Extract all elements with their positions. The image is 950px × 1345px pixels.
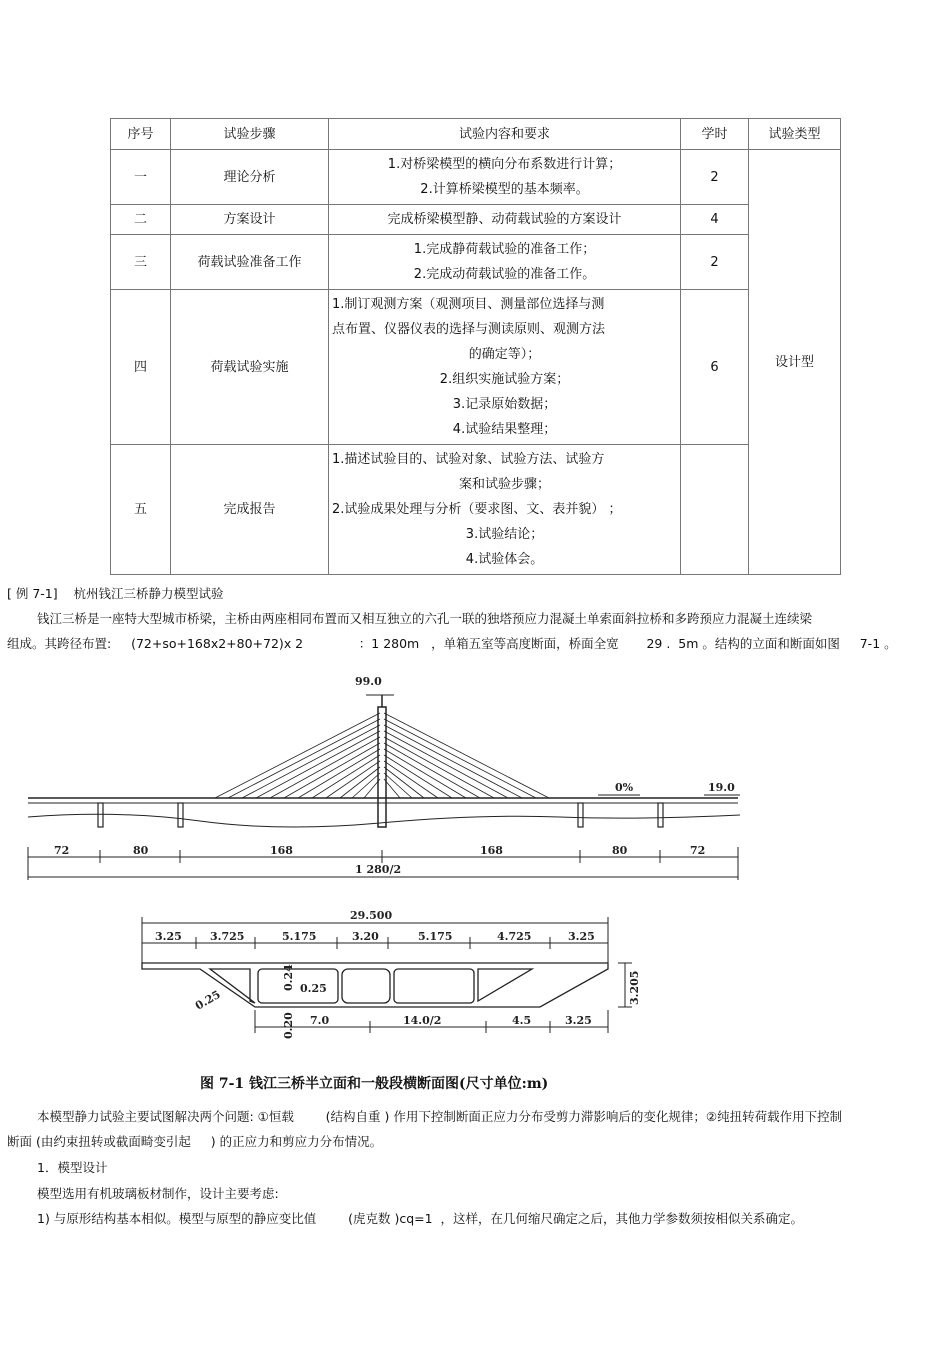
row-step: 理论分析 xyxy=(171,150,329,205)
deck-level-label: 19.0 xyxy=(708,781,735,794)
content-line: 2.完成动荷载试验的准备工作。 xyxy=(413,267,596,282)
content-line: 的确定等）； xyxy=(468,347,541,362)
span-label: 168 xyxy=(270,844,293,857)
row-hours: 2 xyxy=(681,235,749,290)
table-header-row xyxy=(111,119,841,150)
content-line: 3.记录原始数据； xyxy=(452,397,557,412)
section-dim: 3.725 xyxy=(210,930,245,943)
section-heading: 1．模型设计 xyxy=(37,1160,108,1175)
row-step: 方案设计 xyxy=(171,205,329,235)
row-hours: 4 xyxy=(681,205,749,235)
row-no: 一 xyxy=(111,150,171,205)
experiment-table xyxy=(110,118,841,575)
row-no: 五 xyxy=(111,445,171,575)
row-content xyxy=(329,205,681,235)
section-web-dim: 0.20 xyxy=(282,1012,295,1039)
table-row xyxy=(111,445,841,575)
row-no: 四 xyxy=(111,290,171,445)
content-line: 2.试验成果处理与分析（要求图、文、表并貌） ； xyxy=(332,502,622,517)
bridge-figure xyxy=(0,665,950,1075)
span-label: 80 xyxy=(612,844,628,857)
example-paragraph-line: 组成。其跨径布置: (72+so+168x2+80+72)x 2 ：1 280m ，单箱五室等高度断面，桥面全宽 29 . 5m 。结构的立面和断面如图 7-1 。 xyxy=(7,636,897,651)
content-line: 1.完成静荷载试验的准备工作； xyxy=(413,242,596,257)
content-line: 3.试验结论； xyxy=(465,527,544,542)
tower-top-level: 99.0 xyxy=(355,675,382,688)
section-total-width: 29.500 xyxy=(350,909,393,922)
header-no: 序号 xyxy=(111,119,171,150)
row-step: 荷载试验准备工作 xyxy=(171,235,329,290)
table-row xyxy=(111,150,841,205)
section-dim: 3.25 xyxy=(568,930,595,943)
span-label: 168 xyxy=(480,844,503,857)
section-dim: 5.175 xyxy=(418,930,453,943)
row-no: 二 xyxy=(111,205,171,235)
content-line: 1.描述试验目的、试验对象、试验方法、试验方 xyxy=(332,452,605,467)
section-dim: 3.20 xyxy=(352,930,379,943)
example-title: [ 例 7-1] 杭州钱江三桥静力模型试验 xyxy=(7,586,224,601)
header-content: 试验内容和要求 xyxy=(329,119,681,150)
section-height: 3.205 xyxy=(628,970,641,1005)
row-content xyxy=(329,290,681,445)
section-dim: 5.175 xyxy=(282,930,317,943)
body-paragraph: 模型选用有机玻璃板材制作，设计主要考虑: xyxy=(37,1186,279,1201)
table-row xyxy=(111,290,841,445)
span-label: 72 xyxy=(690,844,706,857)
row-step: 荷载试验实施 xyxy=(171,290,329,445)
section-dim: 14.0/2 xyxy=(403,1014,442,1027)
row-content xyxy=(329,445,681,575)
section-web-dim: 0.24 xyxy=(282,964,295,991)
header-hours: 学时 xyxy=(681,119,749,150)
body-paragraph: 1) 与原形结构基本相似。模型与原型的静应变比值 (虎克数 )cq=1 ，这样，在几何缩尺确定之后，其他力学参数须按相似关系确定。 xyxy=(37,1211,803,1226)
section-web-dim: 0.25 xyxy=(193,987,223,1013)
row-no: 三 xyxy=(111,235,171,290)
section-dim: 3.25 xyxy=(155,930,182,943)
header-step: 试验步骤 xyxy=(171,119,329,150)
table-row xyxy=(111,235,841,290)
section-dim: 4.5 xyxy=(512,1014,532,1027)
content-line: 案和试验步骤； xyxy=(458,477,550,492)
section-dim: 3.25 xyxy=(565,1014,592,1027)
total-length-label: 1 280/2 xyxy=(355,863,402,876)
header-type: 试验类型 xyxy=(749,119,841,150)
content-line: 4.试验结果整理； xyxy=(452,422,557,437)
table-row xyxy=(111,205,841,235)
content-line: 2.计算桥梁模型的基本频率。 xyxy=(420,182,589,197)
section-web-dim: 0.25 xyxy=(300,982,327,995)
content-line: 完成桥梁模型静、动荷载试验的方案设计 xyxy=(387,212,622,227)
row-content xyxy=(329,235,681,290)
row-hours: 2 xyxy=(681,150,749,205)
experiment-type: 设计型 xyxy=(749,150,841,575)
content-line: 1.制订观测方案（观测项目、测量部位选择与测 xyxy=(332,297,605,312)
content-line: 2.组织实施试验方案； xyxy=(439,372,570,387)
content-line: 4.试验体会。 xyxy=(465,552,544,567)
body-paragraph-line: 断面 (由约束扭转或截面畸变引起 ) 的正应力和剪应力分布情况。 xyxy=(7,1134,383,1149)
span-label: 72 xyxy=(54,844,70,857)
section-dim: 7.0 xyxy=(310,1014,330,1027)
example-paragraph-line: 钱江三桥是一座特大型城市桥梁，主桥由两座相同布置而又相互独立的六孔一联的独塔预应力混凝土单索面斜拉桥和多跨预应力混凝土连续梁 xyxy=(37,611,813,626)
figure-caption: 图 7-1 钱江三桥半立面和一般段横断面图(尺寸单位:m) xyxy=(200,1076,549,1092)
span-label: 80 xyxy=(133,844,149,857)
body-paragraph-line: 本模型静力试验主要试图解决两个问题: ①恒载 (结构自重 ) 作用下控制断面正应力分布受剪力滞影响后的变化规律；②纯扭转荷载作用下控制 xyxy=(37,1109,843,1124)
row-hours xyxy=(681,445,749,575)
content-line: 点布置、仪器仪表的选择与测读原则、观测方法 xyxy=(332,322,606,337)
row-hours: 6 xyxy=(681,290,749,445)
row-step: 完成报告 xyxy=(171,445,329,575)
content-line: 1.对桥梁模型的横向分布系数进行计算； xyxy=(387,157,622,172)
section-dim: 4.725 xyxy=(497,930,532,943)
row-content xyxy=(329,150,681,205)
slope-label: 0% xyxy=(615,781,634,794)
